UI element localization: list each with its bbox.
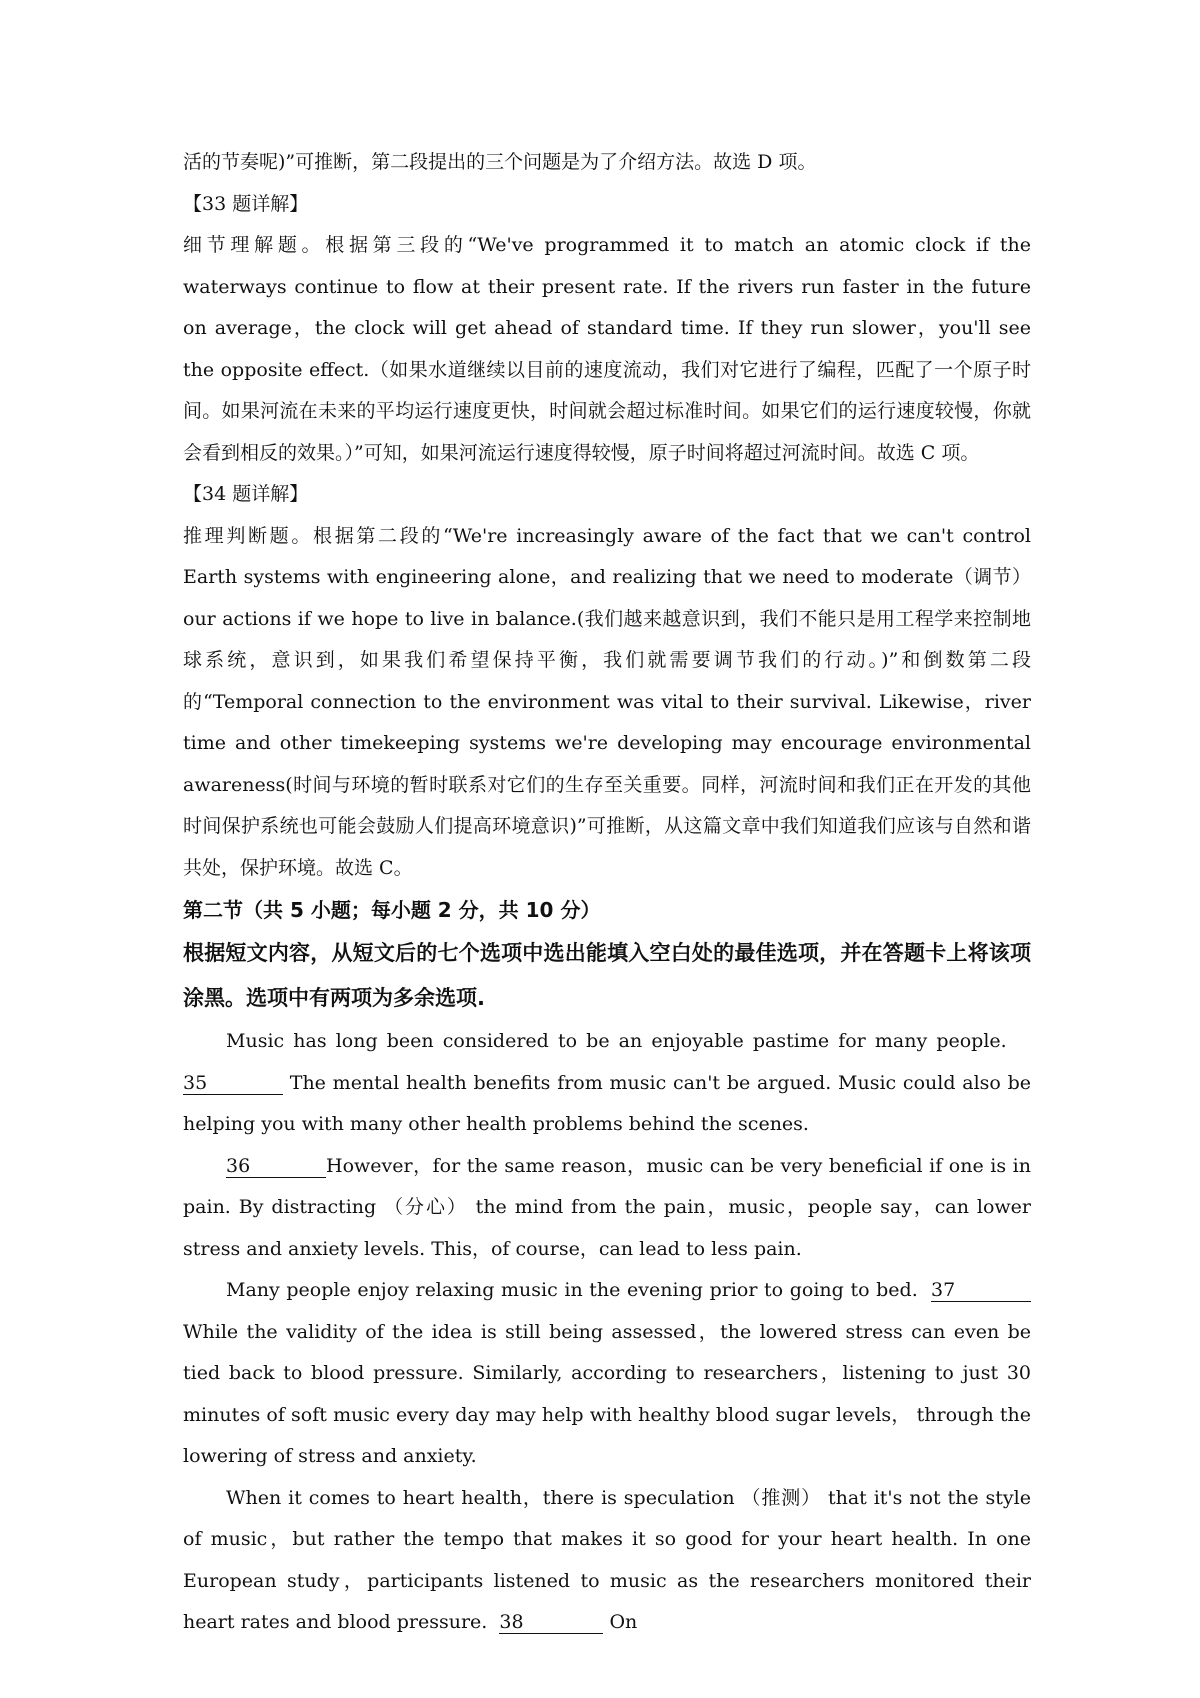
section-2-instruction: 根据短文内容，从短文后的七个选项中选出能填入空白处的最佳选项，并在答题卡上将该项涂黑。选项中有两项为多余选项. xyxy=(183,941,1031,1010)
document-content xyxy=(183,142,1031,1644)
blank-38: 38 xyxy=(499,1611,603,1634)
passage-paragraph-3 xyxy=(183,1270,1031,1478)
passage-p4-text-a: When it comes to heart health，there is speculation （推测） that it's not the style of music，but rather the tempo that makes it so good for your heart health. In one European study，participants listened to music as the researchers monitored their heart rates and blood pressure. xyxy=(183,1486,1031,1633)
q33-explanation: 细节理解题。根据第三段的“We've programmed it to match an atomic clock if the waterways continue to flow at their present rate. If the rivers run faster in the future on average，the clock will get ahead of standard time. If they run slower，you'll see the opposite effect.（如果水道继续以目前的速度流动，我们对它进行了编程，匹配了一个原子时间。如果河流在未来的平均运行速度更快，时间就会超过标准时间。如果它们的运行速度较慢，你就会看到相反的效果。）”可知，如果河流运行速度得较慢，原子时间将超过河流时间。故选 C 项。 xyxy=(183,234,1031,464)
q34-explanation: 推理判断题。根据第二段的“We're increasingly aware of the fact that we can't control Earth systems with engineering alone，and realizing that we need to moderate（调节）our actions if we hope to live in balance.(我们越来越意识到，我们不能只是用工程学来控制地球系统，意识到，如果我们希望保持平衡，我们就需要调节我们的行动。)”和倒数第二段的“Temporal connection to the environment was vital to their survival. Likewise，river time and other timekeeping systems we're developing may encourage environmental awareness(时间与环境的暂时联系对它们的生存至关重要。同样，河流时间和我们正在开发的其他时间保护系统也可能会鼓励人们提高环境意识)”可推断，从这篇文章中我们知道我们应该与自然和谐共处，保护环境。故选 C。 xyxy=(183,524,1031,879)
passage-paragraph-4 xyxy=(183,1478,1031,1644)
q32-explanation-tail: 活的节奏呢)”可推断，第二段提出的三个问题是为了介绍方法。故选 D 项。 xyxy=(183,151,817,173)
passage-paragraph-1 xyxy=(183,1021,1031,1146)
blank-36: 36 xyxy=(226,1155,326,1178)
blank-37: 37 xyxy=(931,1279,1031,1302)
passage-p3-text-a: Many people enjoy relaxing music in the evening prior to going to bed. xyxy=(226,1279,918,1301)
passage-paragraph-2 xyxy=(183,1146,1031,1271)
q33-heading: 【33 题详解】 xyxy=(183,192,309,215)
passage-p2-text: However，for the same reason，music can be very beneficial if one is in pain. By distracting （分心） the mind from the pain，music，people say，can lower stress and anxiety levels. This，of course，can lead to less pain. xyxy=(183,1154,1031,1260)
q34-heading: 【34 题详解】 xyxy=(183,483,309,505)
passage-p3-text-b: While the validity of the idea is still being assessed，the lowered stress can even be tied back to blood pressure. Similarly, according to researchers，listening to just 30 minutes of soft music every day may help with healthy blood sugar levels， through the lowering of stress and anxiety. xyxy=(183,1320,1031,1467)
passage-p4-text-b: On xyxy=(609,1611,638,1633)
passage-p1-text-b: The mental health benefits from music can't be argued. Music could also be helping you with many other health problems behind the scenes. xyxy=(183,1071,1031,1135)
blank-35: 35 xyxy=(183,1072,283,1095)
passage-p1-text-a: Music has long been considered to be an enjoyable pastime for many people. xyxy=(226,1030,1007,1052)
section-2-title: 第二节（共 5 小题；每小题 2 分，共 10 分） xyxy=(183,898,601,922)
